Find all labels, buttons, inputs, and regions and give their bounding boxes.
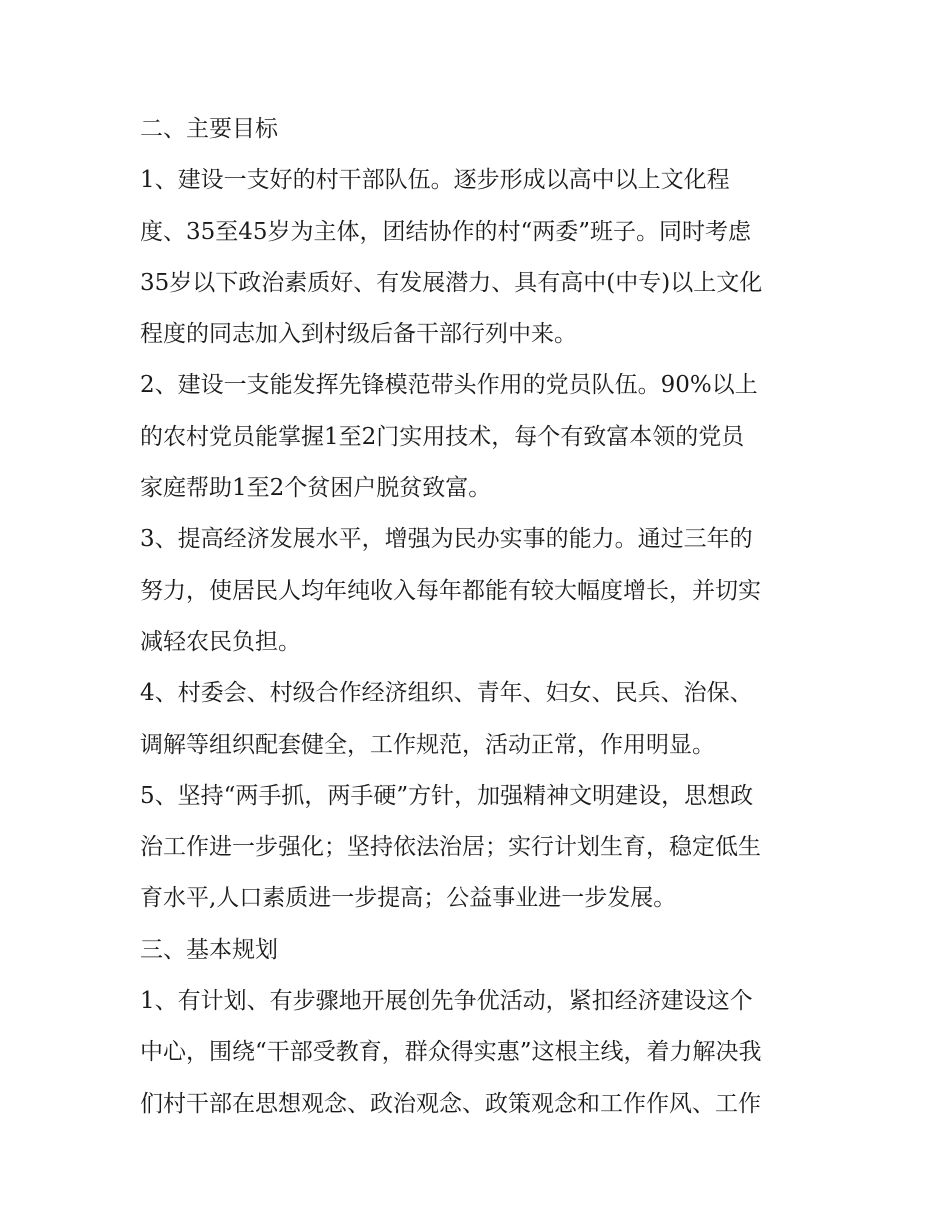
paragraph-line: 35岁以下政治素质好、有发展潜力、具有高中(中专)以上文化 [140, 269, 763, 296]
section-heading-main-goals: 二、主要目标 [140, 116, 278, 142]
paragraph-line: 1、有计划、有步骤地开展创先争优活动，紧扣经济建设这个 [140, 988, 753, 1015]
paragraph-line: 5、坚持“两手抓，两手硬”方针，加强精神文明建设，思想政 [140, 782, 754, 809]
paragraph-line: 家庭帮助1至2个贫困户脱贫致富。 [140, 475, 492, 502]
paragraph-line: 2、建设一支能发挥先锋模范带头作用的党员队伍。90%以上 [140, 372, 758, 399]
document-body [140, 104, 815, 1130]
paragraph-line: 程度的同志加入到村级后备干部行列中来。 [140, 321, 577, 348]
paragraph-line: 度、35至45岁为主体，团结协作的村“两委”班子。同时考虑 [140, 218, 752, 245]
paragraph-line: 3、提高经济发展水平，增强为民办实事的能力。通过三年的 [140, 526, 753, 553]
paragraph-line: 努力，使居民人均年纯收入每年都能有较大幅度增长，并切实 [140, 577, 761, 604]
paragraph-line: 中心，围绕“干部受教育，群众得实惠”这根主线，着力解决我 [140, 1039, 762, 1066]
paragraph-line: 们村干部在思想观念、政治观念、政策观念和工作作风、工作 [140, 1090, 761, 1117]
paragraph-line: 治工作进一步强化；坚持依法治居；实行计划生育，稳定低生 [140, 834, 761, 861]
paragraph-line: 4、村委会、村级合作经济组织、青年、妇女、民兵、治保、 [140, 680, 753, 707]
section-heading-basic-plan: 三、基本规划 [140, 936, 278, 963]
paragraph-line: 的农村党员能掌握1至2门实用技术，每个有致富本领的党员 [140, 423, 745, 450]
paragraph-line: 减轻农民负担。 [140, 628, 301, 655]
paragraph-line: 调解等组织配套健全，工作规范，活动正常，作用明显。 [140, 731, 715, 758]
paragraph-line: 1、建设一支好的村干部队伍。逐步形成以高中以上文化程 [140, 167, 730, 194]
paragraph-line: 育水平,人口素质进一步提高；公益事业进一步发展。 [140, 885, 677, 912]
